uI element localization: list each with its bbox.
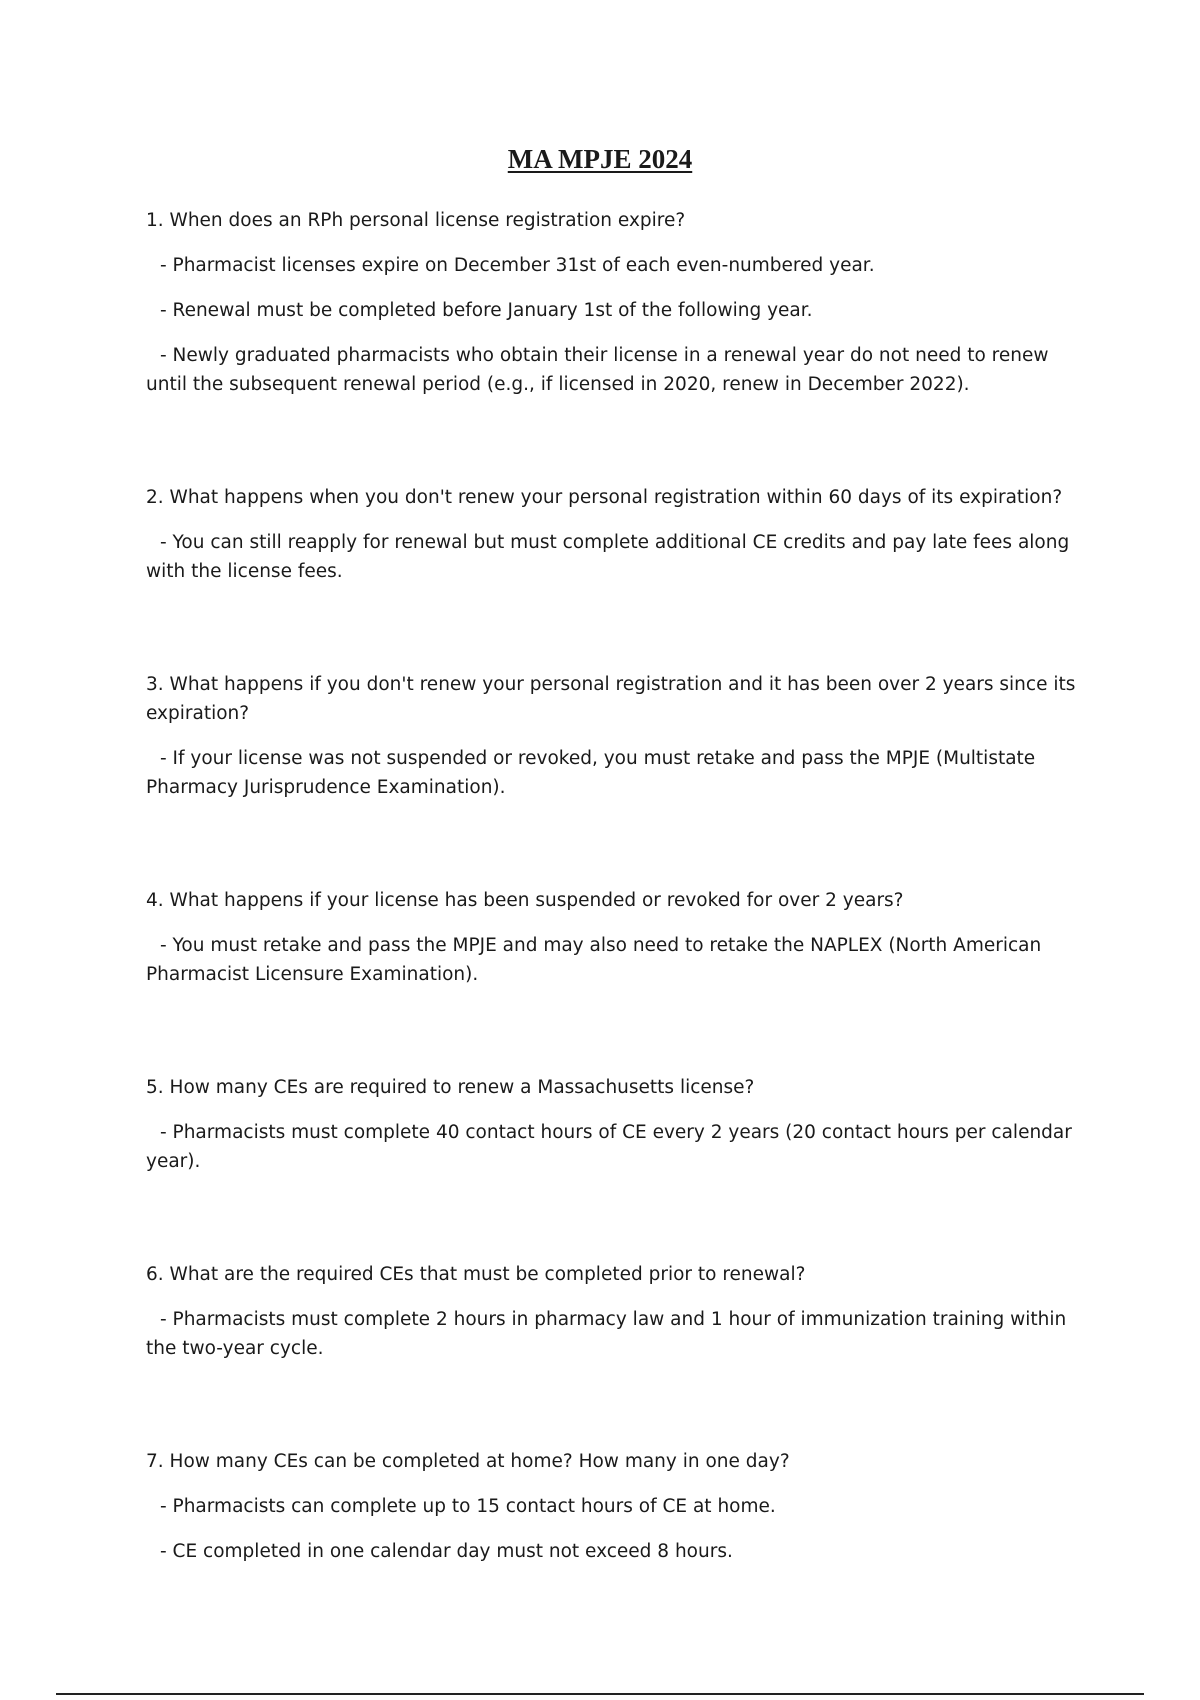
qa-item-7 (146, 1447, 1086, 1566)
document-title (0, 142, 1200, 176)
question-4: 4. What happens if your license has been suspended or revoked for over 2 years? (146, 890, 904, 911)
answer-2-1: - You can still reapply for renewal but must complete additional CE credits and pay late fees along with the license fees. (146, 532, 1070, 582)
question-5: 5. How many CEs are required to renew a Massachusetts license? (146, 1077, 755, 1098)
answer-6-1: - Pharmacists must complete 2 hours in pharmacy law and 1 hour of immunization training within the two-year cycle. (146, 1309, 1067, 1359)
qa-item-6 (146, 1260, 1086, 1363)
qa-item-3 (146, 670, 1086, 802)
answer-3-1: - If your license was not suspended or revoked, you must retake and pass the MPJE (Multistate Pharmacy Jurisprudence Examination). (146, 748, 1036, 798)
question-7: 7. How many CEs can be completed at home? How many in one day? (146, 1451, 790, 1472)
answer-1-3: - Newly graduated pharmacists who obtain their license in a renewal year do not need to renew until the subsequent renewal period (e.g., if licensed in 2020, renew in December 2022). (146, 345, 1049, 395)
qa-list (146, 206, 1086, 1566)
answer-1-2: - Renewal must be completed before January 1st of the following year. (160, 300, 813, 321)
question-6: 6. What are the required CEs that must be completed prior to renewal? (146, 1264, 806, 1285)
document-title-text: MA MPJE 2024 (507, 144, 693, 174)
question-3: 3. What happens if you don't renew your personal registration and it has been over 2 years since its expiration? (146, 674, 1076, 724)
qa-item-2 (146, 483, 1086, 586)
question-1: 1. When does an RPh personal license registration expire? (146, 210, 686, 231)
qa-item-4 (146, 886, 1086, 989)
qa-item-5 (146, 1073, 1086, 1176)
answer-4-1: - You must retake and pass the MPJE and may also need to retake the NAPLEX (North American Pharmacist Licensure Examination). (146, 935, 1042, 985)
answer-7-2: - CE completed in one calendar day must not exceed 8 hours. (160, 1541, 733, 1562)
question-2: 2. What happens when you don't renew your personal registration within 60 days of its expiration? (146, 487, 1063, 508)
footer-divider (56, 1693, 1144, 1695)
answer-1-1: - Pharmacist licenses expire on December 31st of each even-numbered year. (160, 255, 875, 276)
answer-7-1: - Pharmacists can complete up to 15 contact hours of CE at home. (160, 1496, 776, 1517)
qa-item-1 (146, 206, 1086, 399)
answer-5-1: - Pharmacists must complete 40 contact hours of CE every 2 years (20 contact hours per calendar year). (146, 1122, 1072, 1172)
